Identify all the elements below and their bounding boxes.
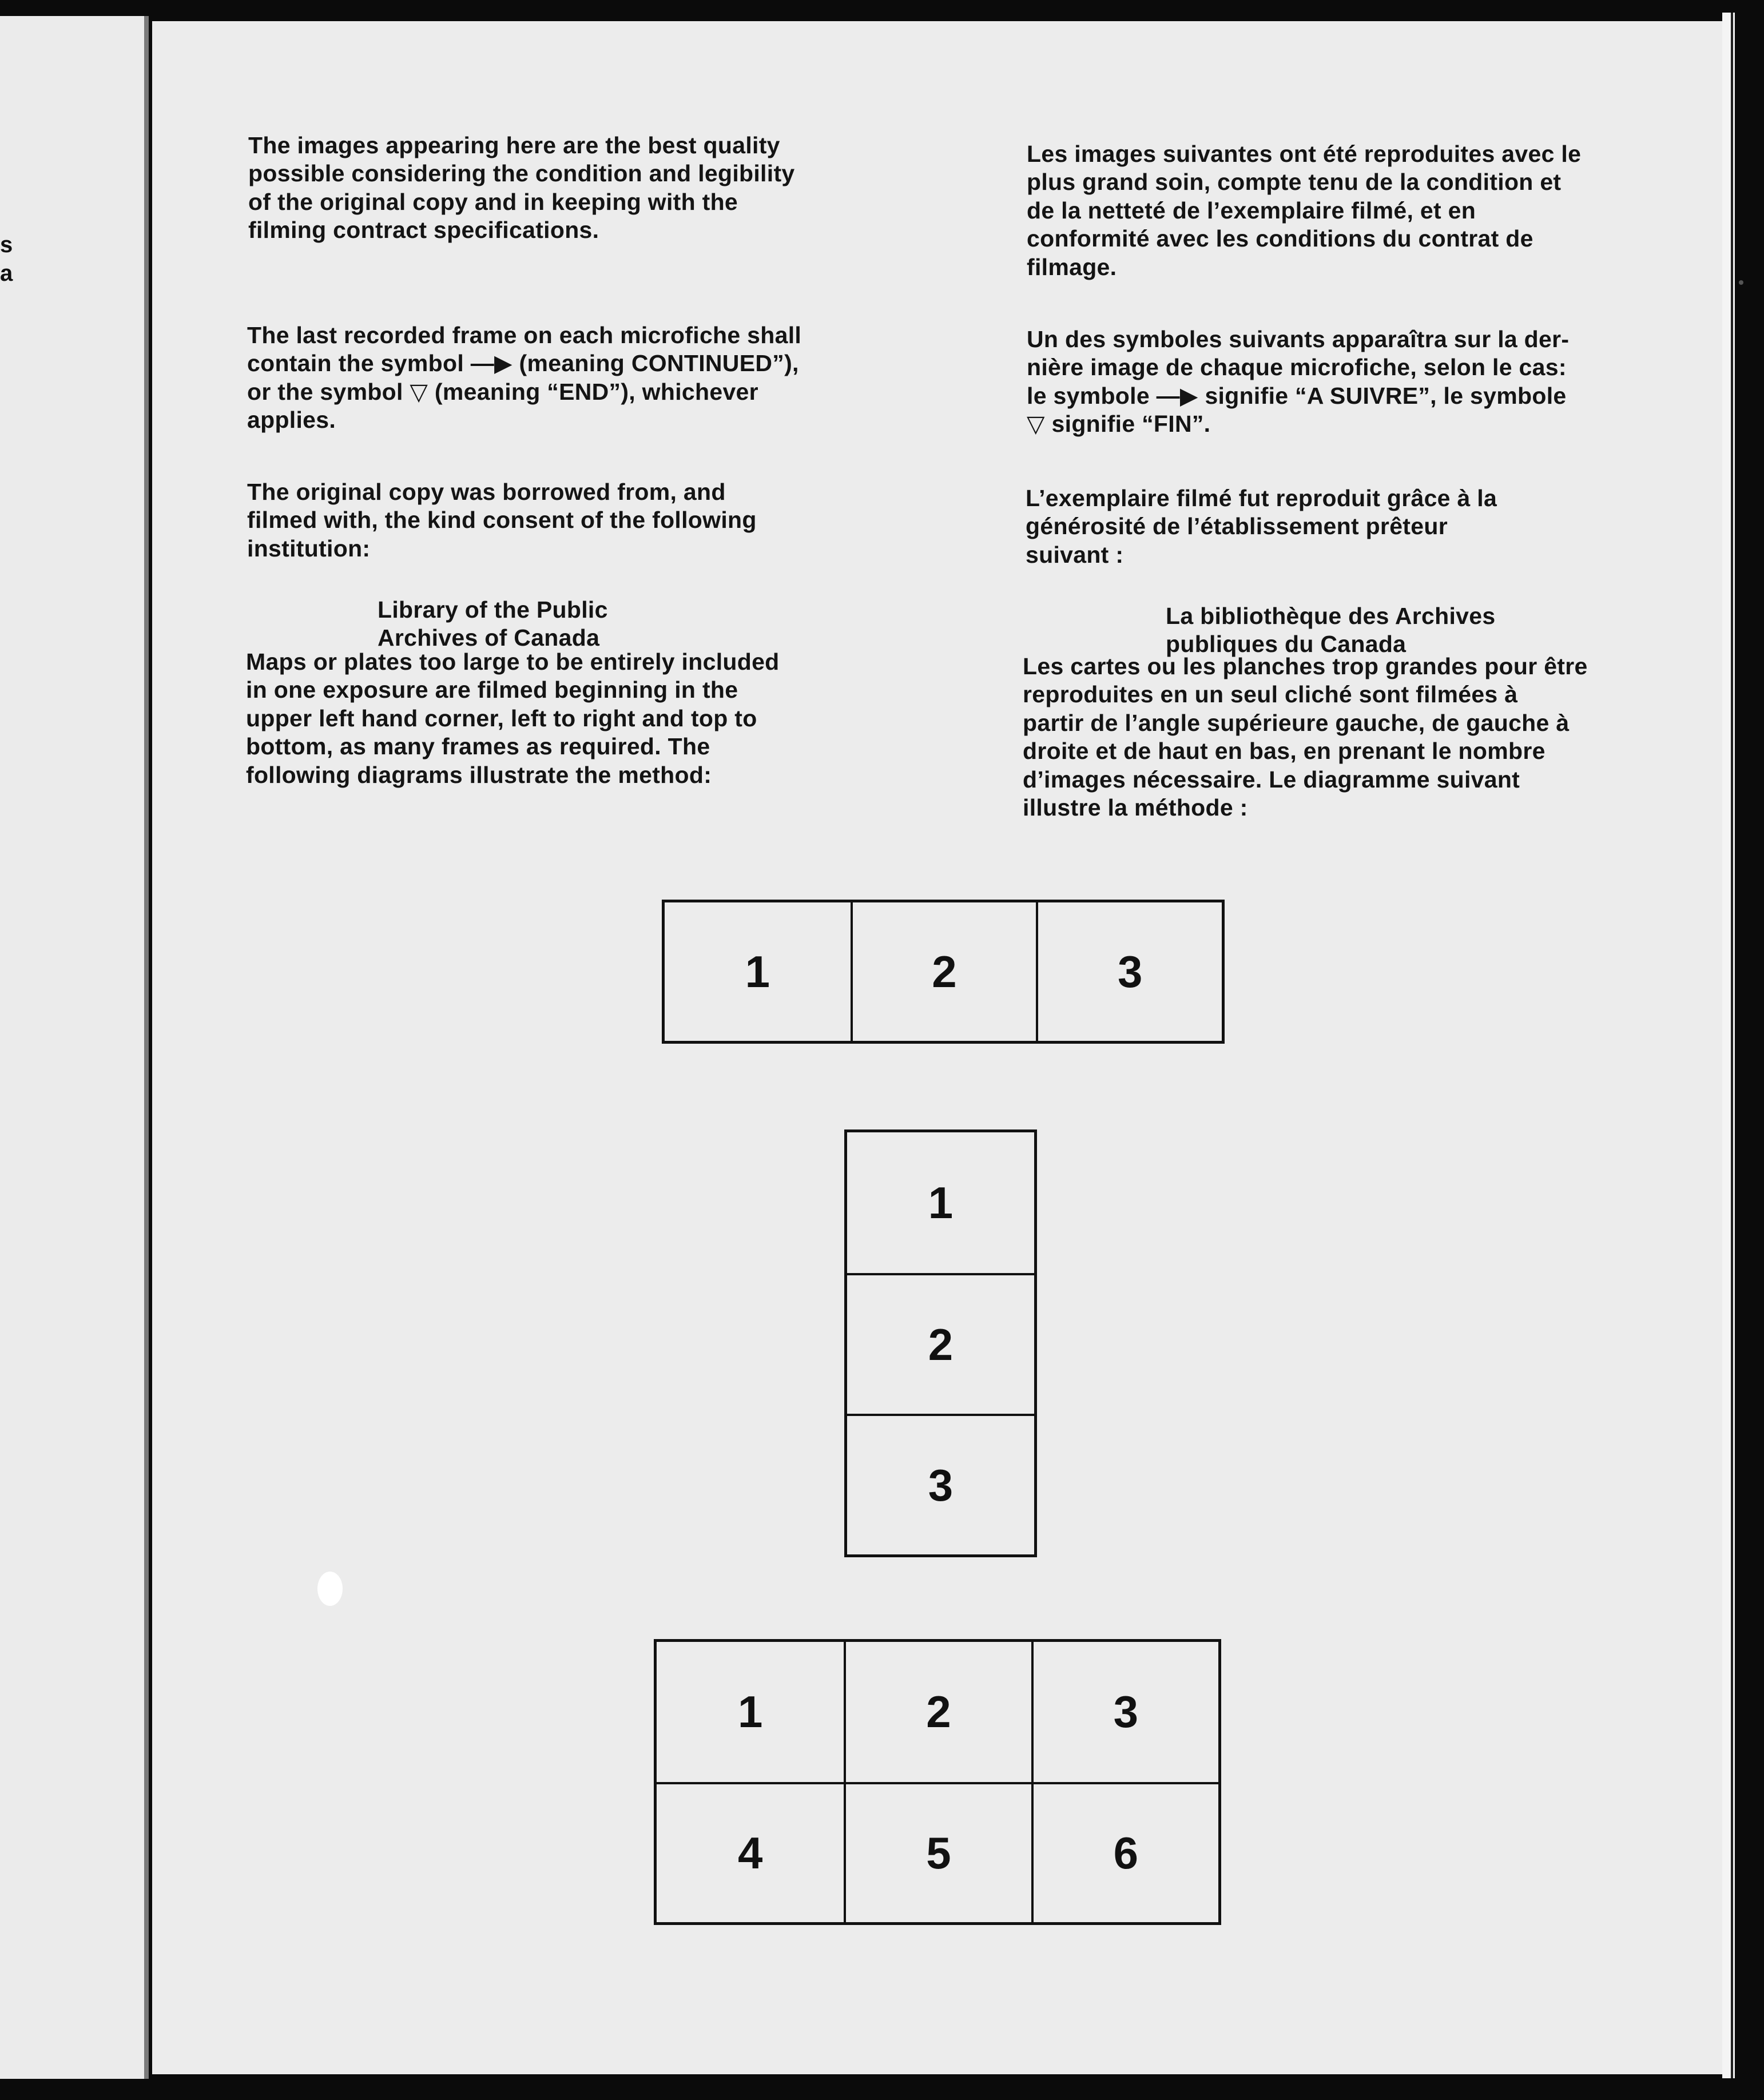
english-column — [248, 103, 923, 273]
french-column — [1027, 112, 1713, 310]
french-lender-paragraph: L’exemplaire filmé fut reproduit grâce à la générosité de l’établissement prêteur suivant : — [1026, 484, 1497, 568]
diagram-grid-frames — [654, 1639, 1221, 1925]
previous-page-fragment: s a — [0, 232, 13, 286]
frame-cell: 3 — [847, 1414, 1034, 1554]
frame-cell: 3 — [1036, 902, 1222, 1041]
french-institution-name: La bibliothèque des Archives publiques du Canada — [1166, 602, 1496, 657]
frame-cell: 2 — [847, 1273, 1034, 1414]
diagram-horizontal-frames — [662, 900, 1225, 1044]
frame-cell: 2 — [844, 1642, 1031, 1782]
english-institution-name: Library of the Public Archives of Canada — [378, 596, 608, 651]
english-lender-paragraph: The original copy was borrowed from, and filmed with, the kind consent of the following institution: — [247, 478, 757, 562]
french-symbols-block — [1027, 297, 1713, 467]
english-maps-paragraph: Maps or plates too large to be entirely included in one exposure are filmed beginning in the upper left hand corner, left to right and top to bottom, as many frames as required. The following diagrams illustrate the method: — [246, 648, 780, 788]
frame-cell: 3 — [1031, 1642, 1218, 1782]
french-symbols-paragraph: Un des symboles suivants apparaîtra sur la der- nière image de chaque microfiche, selon le cas: le symbole —▶ signifie “A SUIVRE”, le symbole ▽ signifie “FIN”. — [1027, 325, 1570, 437]
frame-cell: 6 — [1031, 1782, 1218, 1922]
scan-speck — [317, 1572, 343, 1606]
page-right-edge-line — [1731, 13, 1733, 2078]
english-quality-paragraph: The images appearing here are the best quality possible considering the condition and legibility of the original copy and in keeping with the filming contract specifications. — [248, 132, 795, 243]
english-symbols-paragraph: The last recorded frame on each microfiche shall contain the symbol —▶ (meaning CONTINUED”), or the symbol ▽ (meaning “END”), whichever applies. — [247, 321, 802, 433]
frame-cell: 4 — [657, 1782, 844, 1922]
english-symbols-block — [247, 293, 922, 463]
french-quality-paragraph: Les images suivantes ont été reproduites avec le plus grand soin, compte tenu de la condition et de la netteté de l’exemplaire filmé, et en conformité avec les conditions du contrat de filmage. — [1027, 140, 1582, 280]
frame-cell: 1 — [745, 946, 770, 997]
frame-cell: 2 — [851, 902, 1036, 1041]
frame-cell: 1 — [737, 1687, 763, 1737]
english-maps-block — [246, 619, 921, 818]
frame-cell: 5 — [844, 1782, 1031, 1922]
page-gutter — [144, 16, 149, 2079]
diagram-vertical-frames — [844, 1129, 1037, 1557]
previous-page-edge — [0, 16, 149, 2079]
frame-cell: 1 — [928, 1177, 953, 1228]
scan-speck — [1739, 280, 1743, 285]
french-maps-paragraph: Les cartes ou les planches trop grandes pour être reproduites en un seul cliché sont filmées à partir de l’angle supérieure gauche, de gauche à droite et de haut en bas, en prenant le nombre d’images nécessaire. Le diagramme suivant illustre la méthode : — [1023, 653, 1588, 821]
french-maps-block — [1023, 624, 1721, 850]
